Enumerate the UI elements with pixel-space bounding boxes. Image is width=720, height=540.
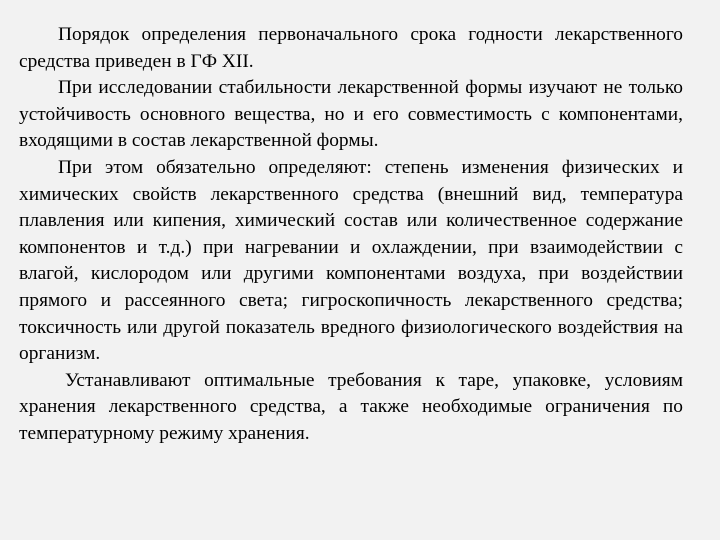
paragraph-shelf-life: Порядок определения первоначального срока годности лекарственного средства приведен в ГФ XII. — [19, 24, 683, 72]
paragraph-stability-study: При исследовании стабильности лекарственной формы изучают не только устойчивость основного вещества, но и его совместимость с компонентами, входящими в состав лекарственной формы. — [19, 77, 683, 152]
text-body — [19, 22, 683, 448]
paragraph-mandatory-tests: При этом обязательно определяют: степень изменения физических и химических свойств лекарственного средства (внешний вид, температура плавления или кипения, химический состав или количественное содержание компонентов и т.д.) при нагревании и охлаждении, при взаимодействии с влагой, кислородом или другими компонентами воздуха, при воздействии прямого и рассеянного света; гигроскопичность лекарственного средства; токсичность или другой показатель вредного физиологического воздействия на организм. — [19, 156, 683, 365]
paragraph-storage-requirements: Устанавливают оптимальные требования к таре, упаковке, условиям хранения лекарственного средства, а также необходимые ограничения по температурному режиму хранения. — [19, 369, 683, 444]
